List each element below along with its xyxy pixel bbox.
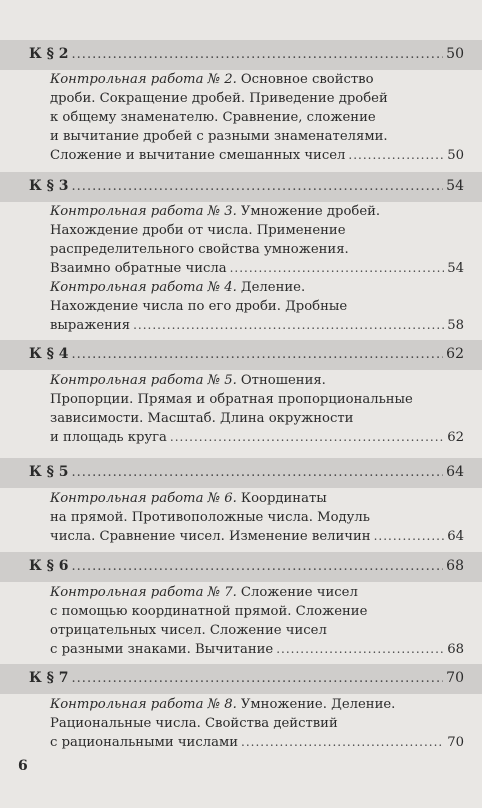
section-label: К § 4 [29,346,69,362]
toc-line: распределительного свойства умножения. [50,242,349,257]
toc-line: к общему знаменателю. Сравнение, сложение [50,110,376,125]
section-label: К § 5 [29,464,69,480]
section-label: К § 2 [29,46,69,62]
section-label: К § 6 [29,558,69,574]
toc-line: Нахождение дроби от числа. Применение [50,223,346,238]
toc-line: Контрольная работа № 7. Сложение чисел [50,585,358,600]
section-page: 64 [446,464,464,480]
section-label: К § 7 [29,670,69,686]
line-page: 58 [447,318,464,333]
line-page: 62 [447,430,464,445]
toc-line: Пропорции. Прямая и обратная пропорциональные [50,392,413,407]
section-label: К § 3 [29,178,69,194]
section-header-7 [0,664,482,694]
section-page: 50 [446,46,464,62]
line-page: 68 [447,642,464,657]
toc-line: Нахождение числа по его дроби. Дробные [50,299,348,314]
section-body-2 [50,70,464,165]
line-page: 70 [447,735,464,750]
toc-line: Контрольная работа № 6. Координаты [50,491,327,506]
toc-line: на прямой. Противоположные числа. Модуль [50,510,370,525]
section-page: 68 [446,558,464,574]
toc-line: и площадь круга ..... 62 [50,428,464,447]
section-body-3 [50,202,464,335]
section-body-5 [50,489,464,546]
toc-line: с рациональными числами ..... 70 [50,733,464,752]
section-body-4 [50,371,464,447]
toc-line: Контрольная работа № 8. Умножение. Деление. [50,697,396,712]
toc-line: зависимости. Масштаб. Длина окружности [50,411,354,426]
line-page: 64 [447,529,464,544]
section-header-4 [0,340,482,370]
toc-line: Контрольная работа № 2. Основное свойство [50,72,374,87]
toc-line: с разными знаками. Вычитание ..... 68 [50,640,464,659]
page-number: 6 [18,758,28,774]
line-page: 54 [447,261,464,276]
section-header-2 [0,40,482,70]
toc-line: Контрольная работа № 4. Деление. [50,280,306,295]
section-body-7 [50,695,464,752]
section-page: 70 [446,670,464,686]
toc-line: Взаимно обратные числа ..... 54 [50,259,464,278]
toc-line: выражения ..... 58 [50,316,464,335]
toc-line: Рациональные числа. Свойства действий [50,716,338,731]
toc-line: с помощью координатной прямой. Сложение [50,604,368,619]
toc-line: и вычитание дробей с разными знаменателями. [50,129,388,144]
section-page: 62 [446,346,464,362]
toc-line: Контрольная работа № 5. Отношения. [50,373,326,388]
line-page: 50 [447,148,464,163]
section-header-3 [0,172,482,202]
section-header-6 [0,552,482,582]
toc-line: дроби. Сокращение дробей. Приведение дробей [50,91,388,106]
section-header-5 [0,458,482,488]
toc-line: отрицательных чисел. Сложение чисел [50,623,327,638]
section-page: 54 [446,178,464,194]
toc-line: числа. Сравнение чисел. Изменение величин ..... 64 [50,527,464,546]
toc-line: Сложение и вычитание смешанных чисел ..... 50 [50,146,464,165]
toc-line: Контрольная работа № 3. Умножение дробей. [50,204,381,219]
section-body-6 [50,583,464,659]
